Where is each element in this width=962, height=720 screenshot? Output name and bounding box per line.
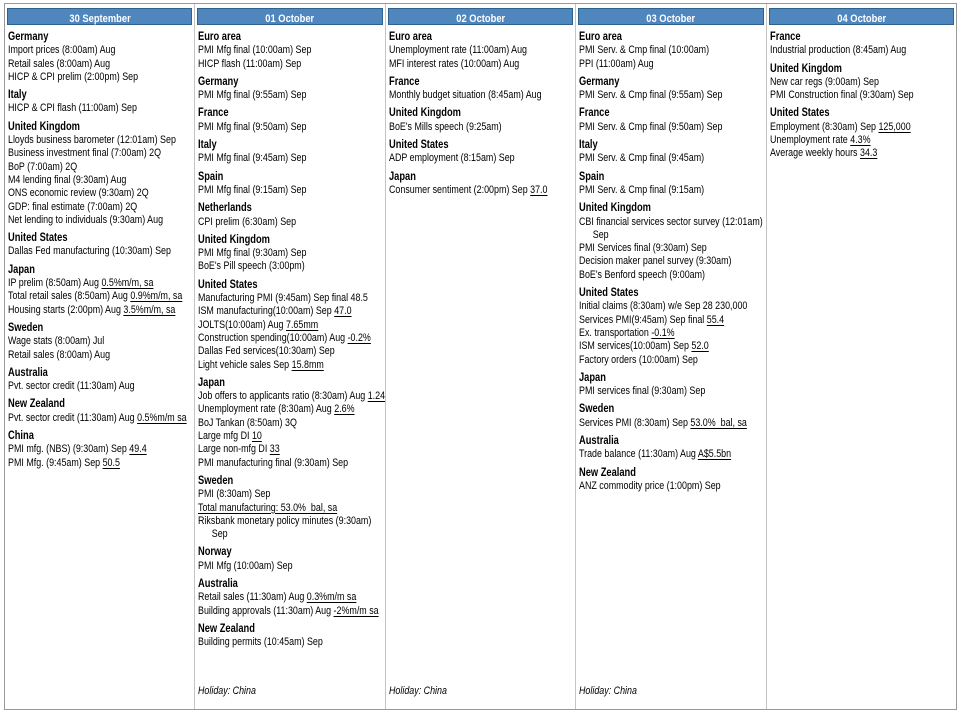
event-line <box>198 560 349 573</box>
event-line <box>198 528 349 541</box>
country-name: United Kingdom <box>579 202 652 215</box>
country-name: Italy <box>579 139 598 152</box>
event-line <box>389 152 540 165</box>
event-line <box>770 76 921 89</box>
event-text: Initial claims (8:30am) w/e Sep 28 230,000 <box>579 300 748 313</box>
event-line <box>8 290 183 303</box>
event-text: Sep <box>592 228 609 241</box>
event-text: M4 lending final (9:30am) Aug <box>8 173 127 186</box>
date-header-label: 03 October <box>646 13 696 25</box>
event-line <box>198 184 349 197</box>
event-text: PMI Construction final (9:30am) Sep <box>769 89 914 102</box>
country-name: Japan <box>388 170 416 183</box>
event-line <box>8 174 159 187</box>
country-name: Germany <box>198 75 239 88</box>
event-text: Net lending to individuals (9:30am) Aug <box>8 213 164 226</box>
event-text: HICP & CPI prelim (2:00pm) Sep <box>8 70 139 83</box>
day-column-3 <box>385 4 575 709</box>
event-value: 125,000 <box>878 120 911 133</box>
event-text: Unemployment rate (11:00am) Aug <box>388 44 527 57</box>
event-value: -2%m/m sa <box>333 604 380 617</box>
event-line <box>8 58 159 71</box>
date-header <box>578 8 763 25</box>
day-column-5 <box>766 4 956 709</box>
event-line <box>579 89 730 102</box>
event-text: Retail sales (8:00am) Aug <box>8 348 111 361</box>
event-text: PMI Mfg final (9:50am) Sep <box>198 120 307 133</box>
event-text: PMI Serv. & Cmp final (9:50am) Sep <box>579 120 723 133</box>
event-line <box>198 260 349 273</box>
event-line <box>579 44 730 57</box>
event-value: Total manufacturing: 53.0% bal, sa <box>198 501 338 514</box>
day-column-4 <box>575 4 765 709</box>
date-header <box>769 8 954 25</box>
event-line <box>8 277 159 290</box>
event-line <box>770 134 921 147</box>
event-text: Pvt. sector credit (11:30am) Aug <box>8 411 138 424</box>
event-text: Pvt. sector credit (11:30am) Aug <box>8 380 135 393</box>
event-text: Light vehicle sales Sep <box>198 358 293 371</box>
country-name: United Kingdom <box>198 233 271 246</box>
event-text: PMI Serv. & Cmp final (10:00am) <box>579 44 710 57</box>
event-value: 0.9%m/m, sa <box>130 290 183 303</box>
event-text: Retail sales (8:00am) Aug <box>8 57 111 70</box>
event-line <box>198 514 372 528</box>
economic-calendar-table <box>4 3 957 710</box>
event-line <box>579 354 730 367</box>
country-name: Australia <box>8 366 48 379</box>
event-text: Employment (8:30am) Sep <box>769 120 879 133</box>
event-line <box>198 247 349 260</box>
event-line <box>770 89 921 102</box>
event-line <box>579 242 730 255</box>
event-text: PMI Serv. & Cmp final (9:45am) <box>579 152 705 165</box>
event-line <box>198 636 349 649</box>
event-line <box>198 319 349 332</box>
country-name: France <box>198 107 229 120</box>
event-text: ANZ commodity price (1:00pm) Sep <box>579 479 721 492</box>
event-value: -0.2% <box>347 331 372 344</box>
date-header <box>197 8 382 25</box>
event-line <box>8 102 159 115</box>
event-line <box>579 300 748 313</box>
event-value: 52.0 <box>691 340 709 353</box>
event-text: Factory orders (10:00am) Sep <box>579 353 699 366</box>
event-line <box>198 403 355 416</box>
event-text: BoJ Tankan (8:50am) 3Q <box>198 416 298 429</box>
event-line <box>8 134 176 147</box>
event-text: New car regs (9:00am) Sep <box>769 75 879 88</box>
date-header <box>388 8 573 25</box>
event-text: ISM services(10:00am) Sep <box>579 340 692 353</box>
event-text: PMI Services final (9:30am) Sep <box>579 242 707 255</box>
event-text: PMI Serv. & Cmp final (9:15am) <box>579 183 705 196</box>
event-line <box>8 187 159 200</box>
event-value: 1.24 <box>368 390 386 403</box>
event-text: IP prelim (8:50am) Aug <box>8 277 102 290</box>
event-line <box>8 380 159 393</box>
country-name: United States <box>388 139 449 152</box>
event-text: Trade balance (11:30am) Aug <box>579 448 699 461</box>
country-name: Australia <box>579 435 620 448</box>
event-text: Large mfg DI <box>198 430 253 443</box>
country-name: Japan <box>579 371 607 384</box>
country-name: China <box>8 430 34 443</box>
event-line <box>8 335 159 348</box>
event-text: Business investment final (7:00am) 2Q <box>8 147 162 160</box>
event-line <box>198 121 349 134</box>
event-value: 53.0% bal, sa <box>690 416 748 429</box>
event-text: Lloyds business barometer (12:01am) Sep <box>8 134 176 147</box>
country-name: United Kingdom <box>769 62 842 75</box>
holiday-note: Holiday: China <box>198 685 257 697</box>
event-line <box>389 44 540 57</box>
event-line <box>389 89 540 102</box>
event-text: JOLTS(10:00am) Aug <box>198 318 287 331</box>
country-name: Japan <box>8 263 35 276</box>
event-line <box>770 121 921 134</box>
event-line <box>198 58 349 71</box>
event-value: 2.6% <box>334 403 355 416</box>
country-name: Sweden <box>579 403 615 416</box>
event-line <box>8 201 159 214</box>
event-value: 47.0 <box>334 305 352 318</box>
event-text: BoP (7:00am) 2Q <box>8 160 78 173</box>
event-text: Average weekly hours <box>769 147 860 160</box>
event-line <box>198 417 349 430</box>
country-name: Italy <box>198 139 218 152</box>
event-line <box>579 152 730 165</box>
event-value: 15.8mm <box>292 358 325 371</box>
event-text: MFI interest rates (10:00am) Aug <box>388 57 520 70</box>
event-line <box>198 292 369 305</box>
event-line <box>8 213 164 227</box>
country-name: United Kingdom <box>388 107 461 120</box>
event-value: 0.5%m/m sa <box>137 411 187 424</box>
country-name: Euro area <box>198 31 242 43</box>
event-line <box>198 216 349 229</box>
event-value: 50.5 <box>102 456 120 469</box>
event-text: Ex. transportation <box>579 326 652 339</box>
event-line <box>198 430 349 443</box>
event-line <box>198 44 349 57</box>
event-text: PMI mfg. (NBS) (9:30am) Sep <box>8 443 130 456</box>
country-name: Netherlands <box>198 202 253 215</box>
country-name: New Zealand <box>198 622 256 635</box>
event-line <box>198 152 349 165</box>
date-header-label: 04 October <box>836 13 886 25</box>
event-line <box>8 147 162 160</box>
event-value: 3.5%m/m, sa <box>123 303 176 316</box>
event-text: Unemployment rate (8:30am) Aug <box>198 403 335 416</box>
events-list <box>576 25 765 493</box>
event-text: Unemployment rate <box>769 134 850 147</box>
event-value: A$5.5bn <box>698 448 732 461</box>
event-text: PMI manufacturing final (9:30am) Sep <box>198 456 349 469</box>
event-text: HICP flash (11:00am) Sep <box>198 57 302 70</box>
day-column-2 <box>194 4 384 709</box>
country-name: United Kingdom <box>8 120 80 133</box>
event-text: Consumer sentiment (2:00pm) Sep <box>388 183 530 196</box>
event-line <box>8 303 176 317</box>
event-line <box>198 604 380 618</box>
event-line <box>198 591 357 604</box>
country-name: Italy <box>8 89 27 102</box>
event-line <box>579 255 730 268</box>
calendar-columns <box>5 4 956 709</box>
event-text: PMI (8:30am) Sep <box>198 488 271 501</box>
event-text: PMI Serv. & Cmp final (9:55am) Sep <box>579 89 723 102</box>
event-text: ISM manufacturing(10:00am) Sep <box>198 305 335 318</box>
event-line <box>579 269 730 282</box>
event-text: Large non-mfg DI <box>198 443 271 456</box>
event-line <box>579 340 730 353</box>
country-name: New Zealand <box>8 398 65 411</box>
events-list <box>195 25 384 649</box>
event-text: Services PMI (8:30am) Sep <box>579 416 691 429</box>
event-text: Services PMI(9:45am) Sep final <box>579 313 707 326</box>
event-text: PMI Mfg final (9:45am) Sep <box>198 152 307 165</box>
event-line <box>579 121 730 134</box>
event-text: Retail sales (11:30am) Aug <box>198 591 308 604</box>
country-name: France <box>769 31 801 43</box>
country-name: Euro area <box>388 31 432 43</box>
country-name: France <box>579 107 610 120</box>
holiday-note: Holiday: China <box>388 685 447 697</box>
event-line <box>579 480 730 493</box>
country-name: New Zealand <box>579 466 637 479</box>
event-text: CPI prelim (6:30am) Sep <box>198 215 297 228</box>
country-name: Sweden <box>8 321 44 334</box>
event-line <box>198 331 372 345</box>
event-line <box>198 89 349 102</box>
event-text: Monthly budget situation (8:45am) Aug <box>388 89 542 102</box>
event-text: CBI financial services sector survey (12:01am) <box>579 215 763 228</box>
date-header-label: 02 October <box>456 13 505 25</box>
event-text: PMI Mfg. (9:45am) Sep <box>8 456 103 469</box>
event-value: 7.65mm <box>286 318 319 331</box>
event-line <box>8 44 159 57</box>
country-name: Australia <box>198 577 239 590</box>
event-text: PMI Mfg final (9:15am) Sep <box>198 183 307 196</box>
events-list <box>767 25 956 161</box>
event-line <box>8 443 159 456</box>
event-text: Wage stats (8:00am) Jul <box>8 335 105 348</box>
holiday-note: Holiday: China <box>579 685 638 697</box>
country-name: Germany <box>579 75 620 88</box>
event-line <box>8 161 159 174</box>
event-value: 37.0 <box>529 183 548 196</box>
event-text: ONS economic review (9:30am) 2Q <box>8 187 149 200</box>
country-name: United States <box>579 287 639 300</box>
event-text: ADP employment (8:15am) Sep <box>388 152 515 165</box>
date-header-label: 30 September <box>69 13 131 25</box>
event-text: Import prices (8:00am) Aug <box>8 44 116 57</box>
event-line <box>8 349 159 362</box>
event-text: GDP: final estimate (7:00am) 2Q <box>8 200 138 213</box>
event-line <box>579 416 748 430</box>
event-line <box>198 502 349 515</box>
event-line <box>770 147 921 160</box>
event-text: Job offers to applicants ratio (8:30am) Aug <box>198 390 369 403</box>
event-text: PMI Mfg final (9:55am) Sep <box>198 89 307 102</box>
event-text: Construction spending(10:00am) Aug <box>198 331 348 344</box>
event-line <box>198 345 349 358</box>
event-text: Riksbank monetary policy minutes (9:30am) <box>198 514 372 527</box>
event-text: Building approvals (11:30am) Aug <box>198 604 334 617</box>
event-line <box>389 121 540 134</box>
event-line <box>579 327 730 340</box>
event-value: 49.4 <box>129 443 147 456</box>
event-text: HICP & CPI flash (11:00am) Sep <box>8 102 137 115</box>
event-text: PMI Mfg (10:00am) Sep <box>198 559 293 572</box>
event-value: 34.3 <box>859 147 877 160</box>
event-line <box>198 359 349 372</box>
event-text: Industrial production (8:45am) Aug <box>769 44 906 57</box>
event-value: 0.3%m/m sa <box>307 591 357 604</box>
country-name: Germany <box>8 31 49 43</box>
events-list <box>386 25 575 197</box>
country-name: United States <box>198 278 258 291</box>
event-line <box>8 457 159 470</box>
event-value: 4.3% <box>849 134 871 147</box>
event-text: PMI Mfg final (10:00am) Sep <box>198 44 312 57</box>
event-text: Decision maker panel survey (9:30am) <box>579 255 732 268</box>
event-line <box>579 184 730 197</box>
events-list <box>5 25 194 470</box>
event-line <box>579 58 730 71</box>
event-text: Sep <box>212 528 229 541</box>
event-text: Dallas Fed services(10:30am) Sep <box>198 345 336 358</box>
event-text: Total retail sales (8:50am) Aug <box>8 290 131 303</box>
country-name: United States <box>769 107 830 120</box>
event-line <box>770 44 921 57</box>
event-line <box>198 390 386 403</box>
event-line <box>198 488 349 501</box>
country-name: Spain <box>579 170 605 183</box>
event-line <box>579 314 730 327</box>
event-text: BoE's Benford speech (9:00am) <box>579 268 706 281</box>
event-text: PMI services final (9:30am) Sep <box>579 385 706 398</box>
date-header <box>7 8 192 25</box>
event-line <box>389 58 540 71</box>
date-header-label: 01 October <box>265 13 315 25</box>
event-line <box>8 411 187 425</box>
country-name: Spain <box>198 170 224 183</box>
event-text: BoE's Mills speech (9:25am) <box>388 120 502 133</box>
event-value: -0.1% <box>651 326 675 339</box>
event-text: PPI (11:00am) Aug <box>579 57 654 70</box>
event-line <box>579 215 763 229</box>
country-name: Japan <box>198 376 226 389</box>
country-name: Euro area <box>579 31 623 43</box>
event-text: Dallas Fed manufacturing (10:30am) Sep <box>8 245 171 258</box>
event-text: BoE's Pill speech (3:00pm) <box>198 260 306 273</box>
day-column-1 <box>5 4 194 709</box>
country-name: France <box>388 75 420 88</box>
event-value: 33 <box>270 443 281 456</box>
country-name: Sweden <box>198 474 234 487</box>
event-text: Manufacturing PMI (9:45am) Sep final 48.5 <box>198 292 369 305</box>
event-line <box>579 229 730 242</box>
event-line <box>388 183 548 197</box>
event-line <box>198 305 352 318</box>
country-name: Norway <box>198 546 233 559</box>
event-line <box>8 71 159 84</box>
event-value: 10 <box>252 430 263 443</box>
event-text: PMI Mfg final (9:30am) Sep <box>198 247 307 260</box>
country-name: United States <box>8 232 68 245</box>
event-line <box>198 457 349 470</box>
event-value: 0.5%m/m, sa <box>101 277 154 290</box>
event-line <box>579 448 730 461</box>
event-text: Building permits (10:45am) Sep <box>198 636 324 649</box>
event-line <box>579 385 730 398</box>
event-line <box>198 443 349 456</box>
event-line <box>8 245 171 258</box>
event-value: 55.4 <box>706 313 725 326</box>
event-text: Housing starts (2:00pm) Aug <box>8 303 124 316</box>
